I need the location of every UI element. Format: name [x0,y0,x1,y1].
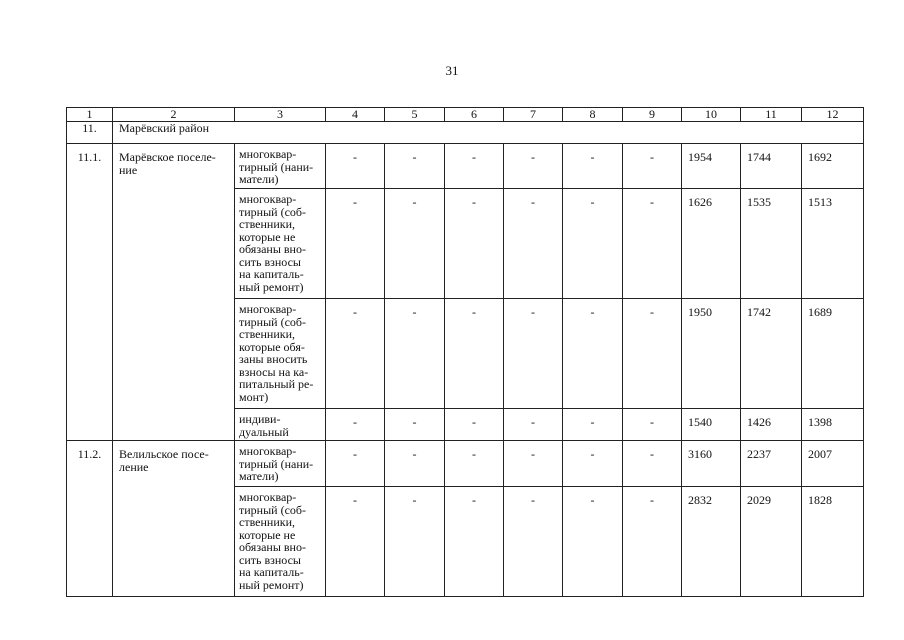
page-number: 31 [445,63,459,78]
cell-9: - [623,441,682,487]
district-name: Марёвский район [113,122,864,144]
cell-7: - [504,144,563,189]
cell-9: - [623,189,682,299]
value-cell-11: 1742 [741,299,802,409]
value-cell-12: 2007 [802,441,864,487]
column-number-5: 5 [385,108,445,122]
table-row [67,144,864,189]
value-cell-10: 1540 [682,409,741,441]
cell-7: - [504,487,563,597]
value-cell-11: 2237 [741,441,802,487]
value-cell-12: 1689 [802,299,864,409]
housing-type: многоквар- тирный (нани- матели) [235,144,326,189]
cell-5: - [385,409,445,441]
column-number-8: 8 [563,108,623,122]
column-number-10: 10 [682,108,741,122]
housing-type: многоквар- тирный (соб- ственники, которые обя- заны вносить взносы на ка- питальный ре- монт) [235,299,326,409]
column-number-3: 3 [235,108,326,122]
column-number-row [67,108,864,122]
cell-8: - [563,299,623,409]
cell-5: - [385,299,445,409]
row-number: 11.2. [67,441,113,597]
value-cell-12: 1513 [802,189,864,299]
housing-type: многоквар- тирный (соб- ственники, которые не обязаны вно- сить взносы на капиталь- ный ремонт) [235,189,326,299]
settlement-name: Велильское посе- ление [113,441,235,597]
value-cell-12: 1398 [802,409,864,441]
district-number: 11. [67,122,113,144]
cell-9: - [623,487,682,597]
cell-4: - [326,189,385,299]
column-number-2: 2 [113,108,235,122]
value-cell-11: 1535 [741,189,802,299]
housing-type: многоквар- тирный (нани- матели) [235,441,326,487]
value-cell-12: 1828 [802,487,864,597]
district-row [67,122,864,144]
value-cell-10: 2832 [682,487,741,597]
cell-7: - [504,189,563,299]
cell-4: - [326,409,385,441]
housing-type: многоквар- тирный (соб- ственники, которые не обязаны вно- сить взносы на капиталь- ный ремонт) [235,487,326,597]
cell-4: - [326,487,385,597]
tariff-table [66,107,864,597]
cell-9: - [623,144,682,189]
cell-9: - [623,409,682,441]
column-number-12: 12 [802,108,864,122]
value-cell-10: 3160 [682,441,741,487]
cell-5: - [385,487,445,597]
value-cell-11: 1744 [741,144,802,189]
row-number: 11.1. [67,144,113,441]
value-cell-11: 1426 [741,409,802,441]
cell-5: - [385,144,445,189]
value-cell-12: 1692 [802,144,864,189]
value-cell-10: 1626 [682,189,741,299]
cell-8: - [563,144,623,189]
cell-6: - [445,299,504,409]
column-number-4: 4 [326,108,385,122]
housing-type: индиви- дуальный [235,409,326,441]
cell-7: - [504,299,563,409]
cell-5: - [385,441,445,487]
cell-6: - [445,144,504,189]
cell-4: - [326,299,385,409]
column-number-7: 7 [504,108,563,122]
value-cell-10: 1950 [682,299,741,409]
cell-8: - [563,441,623,487]
cell-7: - [504,409,563,441]
cell-8: - [563,487,623,597]
cell-6: - [445,189,504,299]
cell-7: - [504,441,563,487]
column-number-6: 6 [445,108,504,122]
cell-8: - [563,189,623,299]
cell-6: - [445,441,504,487]
cell-6: - [445,487,504,597]
value-cell-11: 2029 [741,487,802,597]
settlement-name: Марёвское поселе- ние [113,144,235,441]
cell-6: - [445,409,504,441]
column-number-1: 1 [67,108,113,122]
table-row [67,441,864,487]
value-cell-10: 1954 [682,144,741,189]
cell-4: - [326,144,385,189]
column-number-11: 11 [741,108,802,122]
cell-9: - [623,299,682,409]
cell-4: - [326,441,385,487]
cell-5: - [385,189,445,299]
column-number-9: 9 [623,108,682,122]
cell-8: - [563,409,623,441]
